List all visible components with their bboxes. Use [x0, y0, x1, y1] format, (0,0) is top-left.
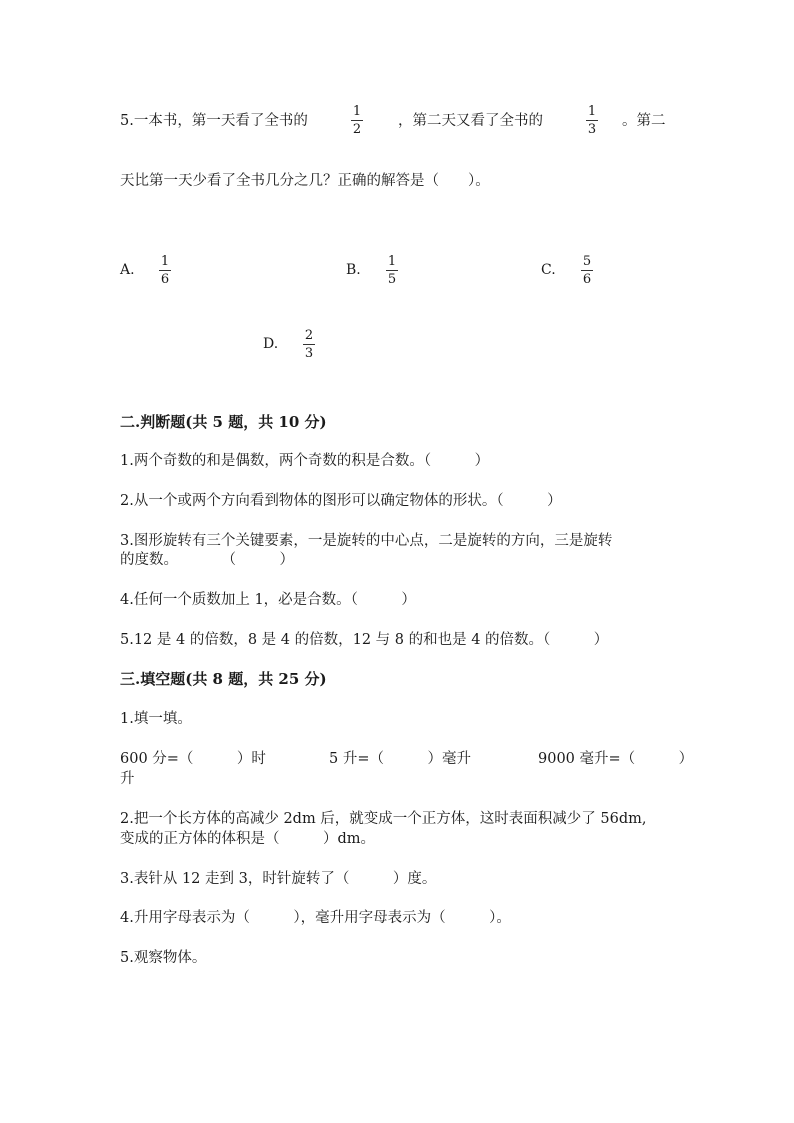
- fraction-bar: [581, 270, 593, 271]
- option-b-fraction: [386, 254, 398, 287]
- q5-fraction-1-denominator: 2: [352, 122, 362, 137]
- option-b-label: B.: [346, 262, 361, 278]
- option-b-denominator: 5: [387, 272, 397, 287]
- judge-item-1: 1.两个奇数的和是偶数，两个奇数的积是合数。（ ）: [120, 453, 490, 469]
- section-3-heading: 三.填空题(共 8 题，共 25 分): [120, 670, 327, 688]
- fill-q4: 4.升用字母表示为（ ），毫升用字母表示为（ ）。: [120, 910, 511, 926]
- fill-q5: 5.观察物体。: [120, 950, 207, 966]
- q5-fraction-2-numerator: 1: [587, 104, 597, 119]
- option-d-numerator: 2: [304, 328, 314, 343]
- section-2-heading: 二.判断题(共 5 题，共 10 分): [120, 413, 327, 431]
- option-b-numerator: 1: [387, 254, 397, 269]
- option-d-label: D.: [263, 336, 279, 352]
- option-d-fraction: [303, 328, 315, 361]
- fill-q1-part-a: 600 分=（ ）时: [120, 751, 266, 767]
- option-a-fraction: [159, 254, 171, 287]
- fraction-bar: [159, 270, 171, 271]
- q5-fraction-2-denominator: 3: [587, 122, 597, 137]
- option-a-numerator: 1: [160, 254, 170, 269]
- fill-q2-line-1: 2.把一个长方体的高减少 2dm 后，就变成一个正方体，这时表面积减少了 56dm,: [120, 811, 647, 827]
- judge-item-3-line-2: 的度数。 （ ）: [120, 552, 294, 568]
- q5-text-part-c: 。第二: [622, 113, 666, 129]
- option-c-label: C.: [541, 262, 556, 278]
- fill-q3: 3.表针从 12 走到 3，时针旋转了（ ）度。: [120, 871, 437, 887]
- q5-fraction-2: [586, 104, 598, 137]
- option-c-numerator: 5: [582, 254, 592, 269]
- judge-item-5: 5.12 是 4 的倍数，8 是 4 的倍数，12 与 8 的和也是 4 的倍数。（ ）: [120, 632, 609, 648]
- fraction-bar: [386, 270, 398, 271]
- fraction-bar: [303, 344, 315, 345]
- q5-text-part-b: ，第二天又看了全书的: [398, 113, 543, 129]
- judge-item-3-line-1: 3.图形旋转有三个关键要素，一是旋转的中心点，二是旋转的方向，三是旋转: [120, 533, 613, 549]
- q5-text-line-2: 天比第一天少看了全书几分之几？正确的解答是（ ）。: [120, 173, 490, 189]
- fill-q1-part-c: 9000 毫升=（ ）: [538, 751, 694, 767]
- q5-text-part-a: 5.一本书，第一天看了全书的: [120, 113, 308, 129]
- fill-q1-part-b: 5 升=（ ）毫升: [329, 751, 471, 767]
- fraction-bar: [586, 120, 598, 121]
- judge-item-4: 4.任何一个质数加上 1，必是合数。（ ）: [120, 592, 416, 608]
- fill-q2-line-2: 变成的正方体的体积是（ ）dm。: [120, 831, 376, 847]
- q5-fraction-1: [351, 104, 363, 137]
- option-d-denominator: 3: [304, 346, 314, 361]
- judge-item-2: 2.从一个或两个方向看到物体的图形可以确定物体的形状。（ ）: [120, 493, 562, 509]
- option-a-label: A.: [120, 262, 135, 278]
- option-c-fraction: [581, 254, 593, 287]
- fill-q1-part-c-unit: 升: [120, 771, 135, 787]
- option-c-denominator: 6: [582, 272, 592, 287]
- q5-fraction-1-numerator: 1: [352, 104, 362, 119]
- fill-q1-title: 1.填一填。: [120, 711, 192, 727]
- fraction-bar: [351, 120, 363, 121]
- option-a-denominator: 6: [160, 272, 170, 287]
